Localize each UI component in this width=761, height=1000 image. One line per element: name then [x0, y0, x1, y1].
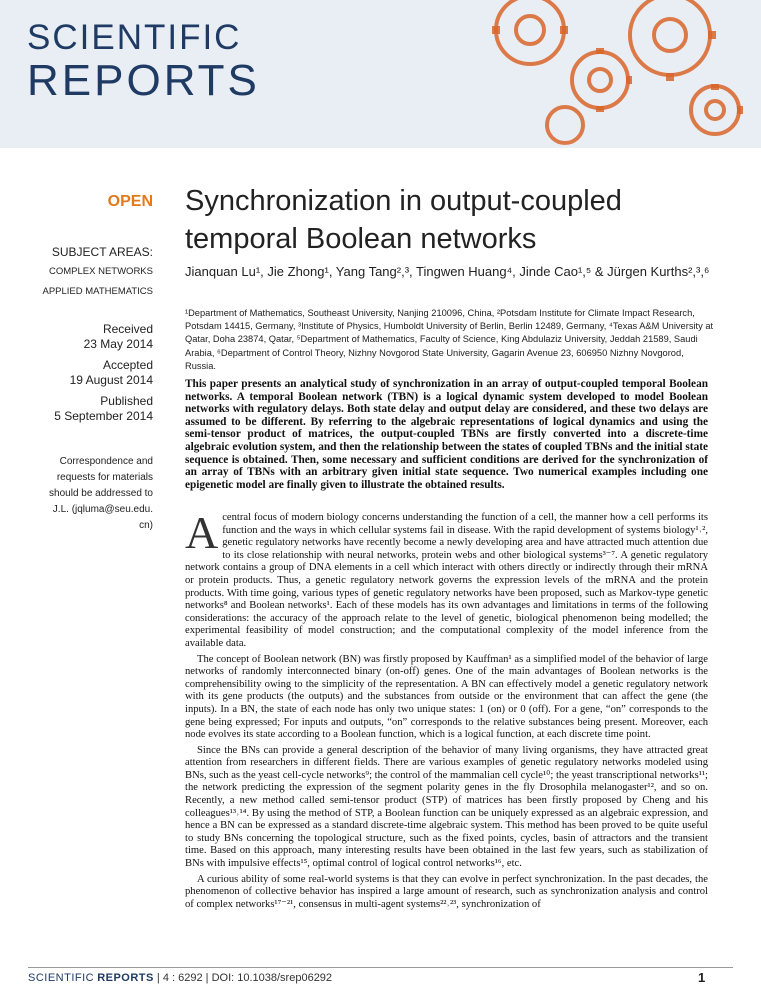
open-access-label: OPEN: [107, 193, 153, 210]
footer-journal-a: SCIENTIFIC: [28, 972, 95, 984]
abstract: This paper presents an analytical study of synchronization in an array of output-coupled temporal Boolean networks. A temporal Boolean network (TBN) is a logical dynamic system developed to model Boolean networks with regulatory delays. Both state delay and output delay are considered, and these two delays are assumed to be different. By referring to the algebraic representations of logical dynamics and using the semi-tensor product of matrices, the output-coupled TBNs are firstly converted into a discrete-time algebraic evolution system, and then the relationship between the states of coupled TBNs and the initial state sequence is obtained. Then, some necessary and sufficient conditions are derived for the synchronization of an array of TBNs with an arbitrary given initial state sequence. Two numerical examples including one epigenetic model are finally given to illustrate the obtained results.: [185, 378, 708, 491]
correspondence-line: requests for materials: [56, 472, 153, 483]
body-text: [185, 507, 708, 911]
paragraph: Since the BNs can provide a general description of the behavior of many living organisms, they have attracted great attention from researchers in different fields. There are various examples of genetic regulatory networks modeled using BNs, such as the yeast cell-cycle networks⁹; the control of the mammalian cell cycle¹⁰; the yeast transcriptional networks¹¹; the network predicting the expression of the segment polarity genes in the fly Drosophila melanogaster¹², and so on. Recently, a new method called semi-tensor product (STP) of matrices has been firstly proposed by Cheng and his colleagues¹³˒¹⁴. By using the method of STP, a Boolean function can be uniquely expressed as an algebraic expression, and hence a BN can be expressed as a standard discrete-time algebraic system. This method has been proved to be quite useful to study BNs concerning the topological structure, such as the fixed points, cycles, basin of attractors and the transient time. Based on this approach, many interesting results have been obtained in the last few years, such as stabilization of BNs with impulsive effects¹⁵, optimal control of logical control networks¹⁶, etc.: [185, 744, 708, 870]
subject-areas-heading: SUBJECT AREAS:: [51, 245, 153, 259]
correspondence-line: Correspondence and: [59, 456, 153, 467]
paragraph: [185, 507, 708, 651]
published-label: Published: [100, 394, 153, 408]
footer-journal-b: REPORTS: [97, 972, 154, 984]
affiliations: ¹Department of Mathematics, Southeast University, Nanjing 210096, China, ²Potsdam Institute for Climate Impact Research, Potsdam 14415, Germany, ³Institute of Physics, Humboldt University of Berlin, Berlin 12489, Germany, ⁴Texas A&M University at Qatar, Doha 23874, Qatar, ⁵Department of Mathematics, Faculty of Science, King Abdulaziz University, Jeddah 21589, Saudi Arabia, ⁶Department of Control Theory, Nizhny Novgorod State University, Gagarin Avenue 23, 606950 Nizhny Novgorod, Russia.: [185, 308, 714, 371]
journal-logo-line1: SCIENTIFIC: [27, 18, 242, 57]
correspondence-email[interactable]: J.L. (jqluma@seu.edu.: [52, 504, 153, 515]
gears-graphic: [460, 0, 760, 148]
received-date: 23 May 2014: [83, 337, 153, 351]
paragraph: The concept of Boolean network (BN) was firstly proposed by Kauffman¹ as a simplified model of the behavior of large networks of randomly interconnected binary (on-off) genes. One of the main advantages of Boolean networks is the comprehensibility owing to the simplicity of the representation. A BN can effectively model a genetic regulatory network with its gene products (the outputs) and the substances from outside or the environment that can affect the gene (the inputs). In a BN, the state of each node has only two unique states: 1 (on) or 0 (off). For a gene, “on” corresponds to the gene being expressed; For inputs and outputs, “on” corresponds to the relative substances being present. Moreover, each node evolves its state according to a Boolean function, which is a logical function, at each discrete time point.: [185, 653, 708, 741]
footer-doi: | 4 : 6292 | DOI: 10.1038/srep06292: [153, 972, 333, 984]
footer-divider: [28, 967, 733, 968]
received-label: Received: [102, 322, 153, 336]
author-list: Jianquan Lu¹, Jie Zhong¹, Yang Tang²,³, Tingwen Huang⁴, Jinde Cao¹,⁵ & Jürgen Kurths²,³,⁶: [185, 264, 710, 279]
paragraph: A curious ability of some real-world systems is that they can evolve in perfect synchronization. In the past decades, the phenomenon of collective behavior has inspired a large amount of research, such as synchronization analysis and control of complex networks¹⁷⁻²¹, consensus in multi-agent systems²²˒²³, synchronization of: [185, 873, 708, 910]
footer-citation: [28, 972, 332, 984]
correspondence-line: should be addressed to: [49, 488, 153, 499]
paragraph-text: central focus of modern biology concerns understanding the function of a cell, the manner how a cell performs its function and the ways in which cellular systems fail in disease. With the rapid development of systems biology¹˒², genetic regulatory networks have recently become a newly developing area and have attracted much attention due to its close relationship with neural networks, protein webs and other biological systems³⁻⁷. A genetic regulatory network contains a group of DNA elements in a cell which interact with others directly or indirectly through their mRNA or protein products. Thus, a genetic regulatory network governs the expression levels of the mRNA and the protein products. With time going, various types of genetic regulatory networks have been proposed, such as Markov-type genetic networks⁸ and Boolean networks¹. Each of these models has its own advantages and limitations in terms of the following considerations: the accuracy of the approach relate to the level of genetic, biological phenomenon being modelled; the experimental feasibility of model construction; and the computational complexity of the model inference from the available data.: [185, 512, 708, 649]
correspondence-email-end[interactable]: cn): [139, 520, 153, 531]
published-date: 5 September 2014: [54, 409, 153, 423]
article-title: Synchronization in output-coupled temporal Boolean networks: [185, 185, 622, 255]
subject-link[interactable]: APPLIED MATHEMATICS: [42, 286, 153, 297]
journal-logo-line2: REPORTS: [27, 56, 260, 105]
accepted-date: 19 August 2014: [69, 373, 153, 387]
page-number: 1: [698, 970, 706, 985]
accepted-label: Accepted: [102, 358, 153, 372]
subject-link[interactable]: COMPLEX NETWORKS: [49, 266, 153, 277]
drop-cap: A: [185, 507, 219, 558]
